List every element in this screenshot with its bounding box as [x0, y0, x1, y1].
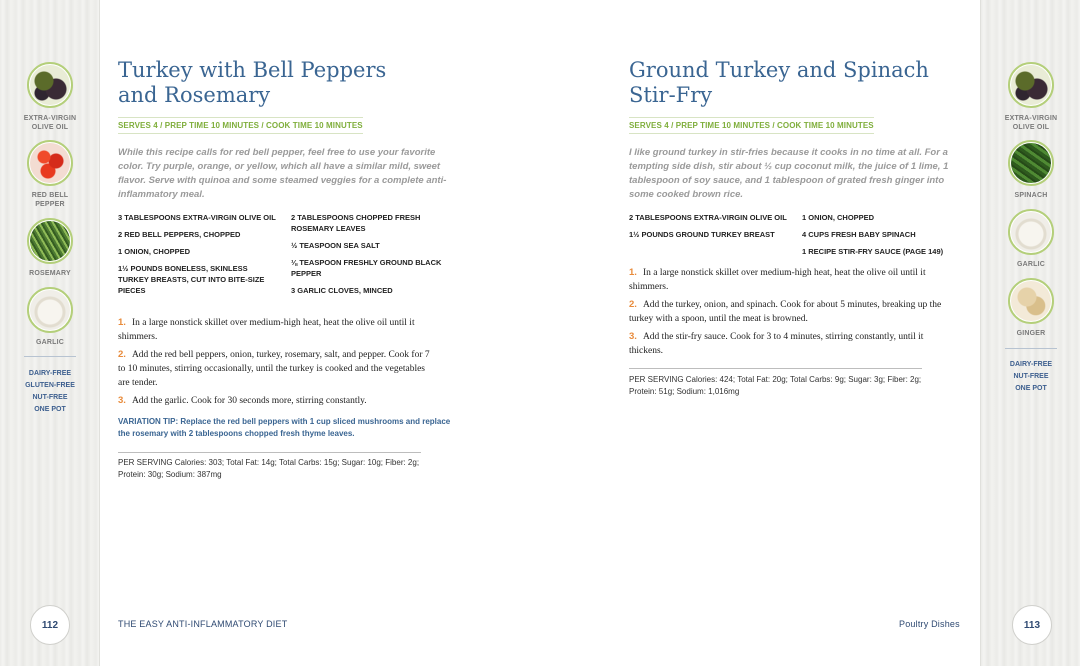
rosemary-icon: [27, 218, 73, 264]
recipe-title-line: Stir-Fry: [629, 83, 713, 107]
ingredient-label: GARLIC: [1016, 261, 1046, 268]
ingredient-item: 1½ POUNDS GROUND TURKEY BREAST: [629, 230, 775, 239]
step-text: In a large nonstick skillet over medium-high heat, heat the olive oil until it shimmers.: [118, 318, 415, 342]
olive-oil-icon: [27, 62, 73, 108]
recipe-steps: [118, 316, 438, 412]
step-item: [118, 394, 438, 408]
page-number: 113: [1012, 605, 1052, 645]
recipe-steps: [629, 266, 949, 362]
step-number: 1.: [118, 317, 126, 328]
step-item: [629, 330, 949, 358]
red-bell-pepper-icon: [27, 140, 73, 186]
ingredients-column-2: [291, 212, 451, 302]
right-sidebar: [980, 0, 1080, 666]
recipe-intro: While this recipe calls for red bell pepper, feel free to use your favorite color. Try purple, orange, or yellow, which all have a similar mild, sweet flavor. Serve with quinoa and some steamed veggies for a complete anti-inflammatory meal.: [118, 147, 447, 200]
ingredient-item: 2 TABLESPOONS CHOPPED FRESH ROSEMARY LEAVES: [291, 213, 421, 233]
ingredient-label: EXTRA-VIRGIN OLIVE OIL: [23, 115, 77, 131]
step-number: 2.: [118, 349, 126, 360]
step-number: 2.: [629, 299, 637, 310]
tag-one-pot: ONE POT: [1015, 385, 1047, 392]
recipe-title-line: Ground Turkey and Spinach: [629, 58, 929, 82]
recipe-title-line: and Rosemary: [118, 83, 271, 107]
tag-dairy-free: DAIRY-FREE: [28, 370, 72, 377]
olive-oil-icon: [1008, 62, 1054, 108]
step-number: 3.: [118, 395, 126, 406]
diet-tags: [981, 359, 1080, 395]
ingredient-item: 3 GARLIC CLOVES, MINCED: [291, 286, 393, 295]
nutrition-divider: [118, 452, 421, 453]
sidebar-ingredient-garlic: [0, 287, 100, 347]
recipe-title: [629, 58, 969, 108]
sidebar-divider: [24, 356, 76, 357]
sidebar-ingredient-olive-oil: [981, 62, 1080, 132]
recipe-title-line: Turkey with Bell Peppers: [118, 58, 387, 82]
ingredient-item: 3 TABLESPOONS EXTRA-VIRGIN OLIVE OIL: [118, 213, 276, 222]
step-text: Add the red bell peppers, onion, turkey, rosemary, salt, and pepper. Cook for 7 to 10 minutes, stirring occasionally, until the turkey is cooked and the vegetables are tender.: [118, 350, 430, 388]
ingredient-item: 1 RECIPE STIR-FRY SAUCE (PAGE 149): [802, 247, 944, 256]
serves-info: SERVES 4 / PREP TIME 10 MINUTES / COOK TIME 10 MINUTES: [629, 117, 874, 134]
ingredient-item: 1 ONION, CHOPPED: [802, 213, 875, 222]
left-sidebar: [0, 0, 100, 666]
sidebar-ingredient-olive-oil: [0, 62, 100, 132]
ingredient-item: 2 TABLESPOONS EXTRA-VIRGIN OLIVE OIL: [629, 213, 787, 222]
tag-gluten-free: GLUTEN-FREE: [25, 382, 75, 389]
step-item: [629, 266, 949, 294]
tag-nut-free: NUT-FREE: [1013, 373, 1049, 380]
step-text: Add the stir-fry sauce. Cook for 3 to 4 minutes, stirring constantly, until it thickens.: [629, 332, 924, 356]
recipe-intro: I like ground turkey in stir-fries because it cooks in no time at all. For a tempting side dish, stir about ½ cup coconut milk, the juice of 1 lime, 1 tablespoon of soy sauce, and 1 tablespoon of grated fresh ginger into some cooked brown rice.: [629, 147, 949, 200]
footer-book-title: THE EASY ANTI-INFLAMMATORY DIET: [118, 619, 288, 629]
ingredient-item: 1 ONION, CHOPPED: [118, 247, 191, 256]
ingredients-column-1: [118, 212, 278, 302]
step-text: Add the garlic. Cook for 30 seconds more, stirring constantly.: [131, 396, 367, 406]
sidebar-ingredient-ginger: [981, 278, 1080, 338]
ingredient-item: 4 CUPS FRESH BABY SPINACH: [802, 230, 916, 239]
ingredient-label: SPINACH: [1014, 192, 1048, 199]
step-item: [629, 298, 949, 326]
nutrition-info: PER SERVING Calories: 303; Total Fat: 14g; Total Carbs: 15g; Sugar: 10g; Fiber: 2g; Protein: 30g; Sodium: 387mg: [118, 458, 420, 479]
step-item: [118, 348, 438, 390]
ingredient-label: ROSEMARY: [29, 270, 71, 277]
sidebar-ingredient-rosemary: [0, 218, 100, 278]
page-number: 112: [30, 605, 70, 645]
sidebar-ingredient-spinach: [981, 140, 1080, 200]
ingredient-item: ⅛ TEASPOON FRESHLY GROUND BLACK PEPPER: [291, 258, 442, 278]
garlic-icon: [1008, 209, 1054, 255]
step-item: [118, 316, 438, 344]
step-text: Add the turkey, onion, and spinach. Cook for about 5 minutes, breaking up the turkey with a spoon, until the meat is browned.: [629, 300, 942, 324]
ingredient-label: RED BELL PEPPER: [31, 192, 69, 208]
step-number: 3.: [629, 331, 637, 342]
tag-dairy-free: DAIRY-FREE: [1009, 361, 1053, 368]
step-text: In a large nonstick skillet over medium-high heat, heat the olive oil until it shimmers.: [629, 268, 926, 292]
step-number: 1.: [629, 267, 637, 278]
ingredients-column-2: [802, 212, 972, 263]
variation-tip: VARIATION TIP: Replace the red bell peppers with 1 cup sliced mushrooms and replace the rosemary with 2 tablespoons chopped fresh thyme leaves.: [118, 417, 451, 438]
spinach-icon: [1008, 140, 1054, 186]
tag-nut-free: NUT-FREE: [32, 394, 68, 401]
ginger-icon: [1008, 278, 1054, 324]
garlic-icon: [27, 287, 73, 333]
ingredient-label: EXTRA-VIRGIN OLIVE OIL: [1004, 115, 1058, 131]
nutrition-divider: [629, 368, 922, 369]
ingredient-item: 1½ POUNDS BONELESS, SKINLESS TURKEY BREASTS, CUT INTO BITE-SIZE PIECES: [118, 264, 265, 295]
sidebar-divider: [1005, 348, 1057, 349]
footer-chapter-title: Poultry Dishes: [899, 619, 960, 629]
serves-info: SERVES 4 / PREP TIME 10 MINUTES / COOK TIME 10 MINUTES: [118, 117, 363, 134]
sidebar-ingredient-garlic: [981, 209, 1080, 269]
nutrition-info: PER SERVING Calories: 424; Total Fat: 20g; Total Carbs: 9g; Sugar: 3g; Fiber: 2g; Protein: 51g; Sodium: 1,016mg: [629, 375, 922, 396]
ingredient-label: GARLIC: [35, 339, 65, 346]
ingredient-item: 2 RED BELL PEPPERS, CHOPPED: [118, 230, 241, 239]
ingredients-column-1: [629, 212, 789, 246]
sidebar-ingredient-red-bell-pepper: [0, 140, 100, 209]
ingredient-item: ½ TEASPOON SEA SALT: [291, 241, 380, 250]
diet-tags: [0, 368, 100, 416]
recipe-title: [118, 58, 478, 108]
ingredient-label: GINGER: [1016, 330, 1046, 337]
tag-one-pot: ONE POT: [34, 406, 66, 413]
